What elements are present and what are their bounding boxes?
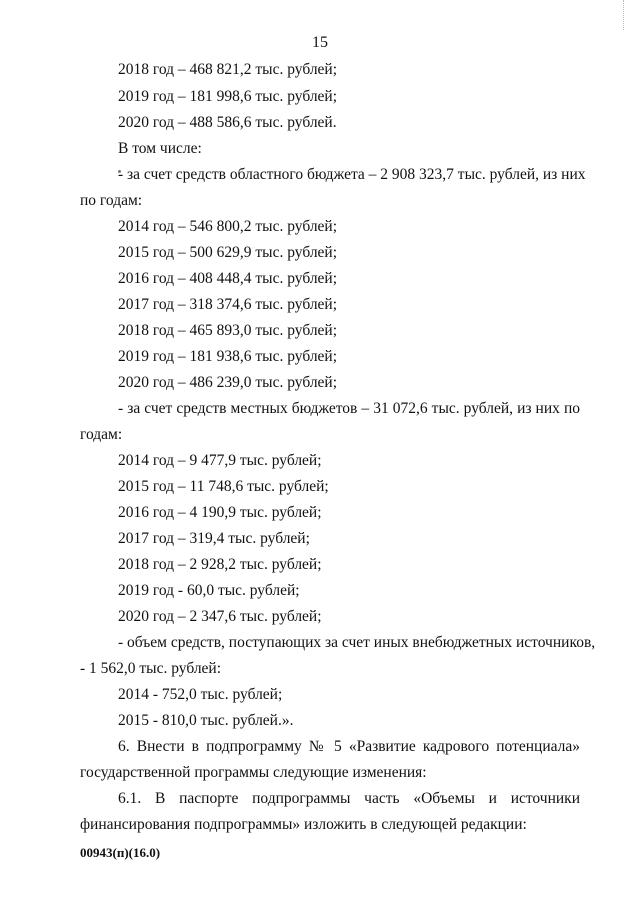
text-line: 2016 год – 408 448,4 тыс. рублей;	[118, 270, 338, 287]
text-line: 2014 год – 9 477,9 тыс. рублей;	[118, 452, 322, 469]
text-line: 2015 год – 11 748,6 тыс. рублей;	[118, 478, 329, 495]
text-line: финансирования подпрограммы» изложить в следующей редакции:	[80, 816, 527, 833]
text-line: 6. Внести в подпрограмму № 5 «Развитие кадрового потенциала»	[118, 738, 580, 755]
text-line: В том числе:	[118, 140, 202, 157]
text-line: государственной программы следующие изменения:	[80, 764, 427, 781]
text-line: годам:	[80, 426, 123, 443]
text-line: 2015 год – 500 629,9 тыс. рублей;	[118, 244, 338, 261]
text-line: 2015 - 810,0 тыс. рублей.».	[118, 712, 294, 729]
text-line: 2019 год – 181 938,6 тыс. рублей;	[118, 348, 338, 365]
text-line: - объем средств, поступающих за счет иных внебюджетных источников,	[118, 634, 596, 651]
text-line: по годам:	[80, 192, 143, 209]
text-line: - 1 562,0 тыс. рублей:	[80, 660, 222, 677]
page-number: 15	[312, 34, 328, 51]
text-line: - за счет средств областного бюджета – 2 908 323,7 тыс. рублей, из них	[118, 166, 586, 183]
text-line: 2016 год – 4 190,9 тыс. рублей;	[118, 504, 322, 521]
text-line: 2018 год – 465 893,0 тыс. рублей;	[118, 322, 338, 339]
scan-marks	[619, 0, 624, 30]
text-line: 2020 год – 486 239,0 тыс. рублей;	[118, 374, 338, 391]
text-line: 2018 год – 468 821,2 тыс. рублей;	[118, 61, 338, 78]
text-line: 2014 - 752,0 тыс. рублей;	[118, 686, 283, 703]
text-line: - за счет средств местных бюджетов – 31 072,6 тыс. рублей, из них по	[118, 400, 580, 417]
text-line: 6.1. В паспорте подпрограммы часть «Объемы и источники	[118, 790, 580, 807]
text-line: 2017 год – 318 374,6 тыс. рублей;	[118, 296, 338, 313]
text-line: 2014 год – 546 800,2 тыс. рублей;	[118, 218, 338, 235]
text-line: 2017 год – 319,4 тыс. рублей;	[118, 530, 310, 547]
text-line: 2019 год - 60,0 тыс. рублей;	[118, 582, 300, 599]
text-line: 2020 год – 488 586,6 тыс. рублей.	[118, 114, 337, 131]
document-code: 00943(п)(16.0)	[80, 845, 161, 860]
text-line: 2018 год – 2 928,2 тыс. рублей;	[118, 556, 322, 573]
text-line: 2020 год – 2 347,6 тыс. рублей;	[118, 608, 322, 625]
text-line: 2019 год – 181 998,6 тыс. рублей;	[118, 88, 338, 105]
